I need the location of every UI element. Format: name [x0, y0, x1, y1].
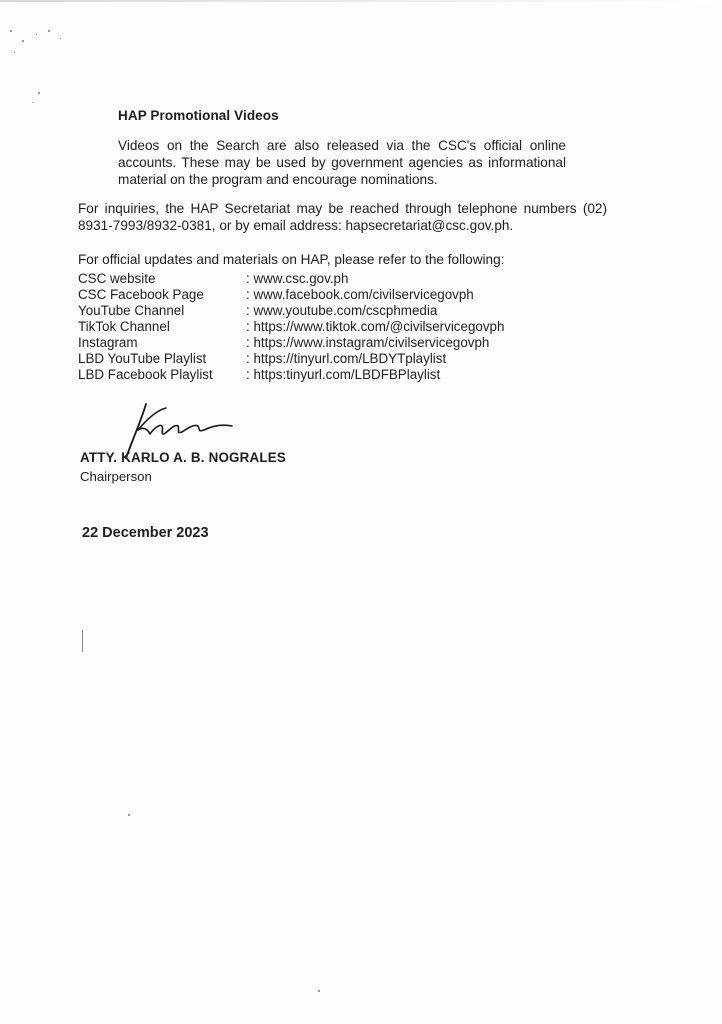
link-row-instagram	[78, 335, 558, 351]
link-label: Instagram	[78, 335, 138, 350]
link-value: : https://www.tiktok.com/@civilservicegovph	[246, 319, 505, 334]
scan-speck	[36, 34, 37, 35]
scan-speck	[60, 38, 61, 39]
margin-mark	[82, 630, 83, 652]
link-label: LBD YouTube Playlist	[78, 351, 207, 366]
signatory-position: Chairperson	[80, 469, 152, 484]
inquiries-paragraph: For inquiries, the HAP Secretariat may be reached through telephone numbers (02) 8931-7993/8932-0381, or by email address: hapsecretariat@csc.gov.ph.	[78, 201, 607, 233]
link-row-csc-website	[78, 271, 558, 287]
scan-top-edge	[0, 0, 722, 2]
official-updates-intro: For official updates and materials on HAP, please refer to the following:	[78, 252, 505, 267]
link-value: : www.youtube.com/cscphmedia	[246, 303, 438, 318]
link-value: : https:tinyurl.com/LBDFBPlaylist	[246, 367, 441, 382]
link-label: LBD Facebook Playlist	[78, 367, 213, 382]
scan-speck	[318, 990, 320, 992]
document-date: 22 December 2023	[82, 525, 209, 541]
link-value: : www.csc.gov.ph	[246, 271, 349, 286]
link-label: CSC Facebook Page	[78, 287, 204, 302]
link-value: : www.facebook.com/civilservicegovph	[246, 287, 474, 302]
link-label: YouTube Channel	[78, 303, 185, 318]
link-label: TikTok Channel	[78, 319, 170, 334]
link-value: : https://www.instagram/civilservicegovph	[246, 335, 490, 350]
scan-speck	[48, 30, 50, 32]
link-row-csc-facebook	[78, 287, 558, 303]
scan-speck	[38, 92, 40, 94]
link-row-lbd-facebook	[78, 367, 558, 383]
link-row-lbd-youtube	[78, 351, 558, 367]
videos-paragraph: Videos on the Search are also released via the CSC's official online accounts. These may be used by government agencies as informational material on the program and encourage nominations.	[118, 138, 566, 187]
link-label: CSC website	[78, 271, 156, 286]
scan-speck	[14, 52, 15, 53]
official-links-list	[78, 271, 558, 383]
scan-speck	[32, 102, 33, 103]
scan-speck	[22, 40, 24, 42]
link-value: : https://tinyurl.com/LBDYTplaylist	[246, 351, 447, 366]
scan-speck	[128, 814, 130, 816]
section-heading: HAP Promotional Videos	[118, 108, 279, 123]
link-row-youtube	[78, 303, 558, 319]
link-row-tiktok	[78, 319, 558, 335]
signatory-name: ATTY. KARLO A. B. NOGRALES	[80, 450, 287, 465]
scan-speck	[10, 30, 12, 32]
